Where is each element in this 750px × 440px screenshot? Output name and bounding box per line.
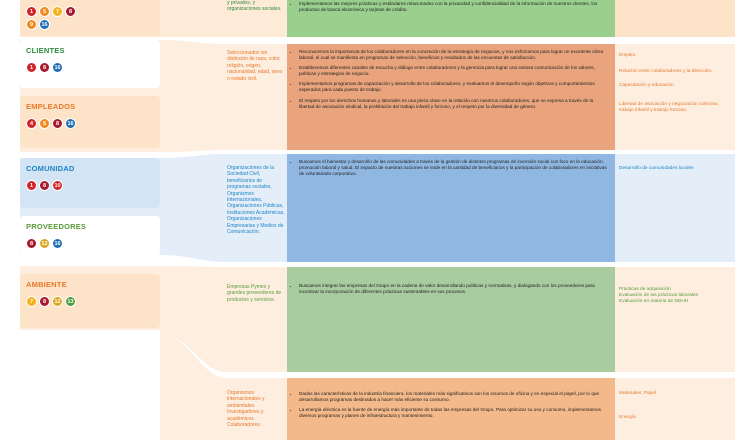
- goal-circle: 5: [39, 6, 50, 17]
- goal-circle: 8: [52, 118, 63, 129]
- goal-circle: 16: [39, 19, 50, 30]
- people-side-item: Capacitación y educación: [619, 83, 674, 89]
- supplier-main-item: • Buscamos integrar las empresas del Grupo en la cadena de valor desarrollando políticas y normativas, y dialogando con los proveedores para incentivar la incorporación de diferentes prácticas sustentables en sus procesos.: [299, 283, 609, 295]
- stakeholder-clientes: [20, 40, 160, 88]
- goal-circle: 16: [52, 62, 63, 73]
- goal-circle: 8: [39, 180, 50, 191]
- stakeholder-top-partial: [20, 0, 160, 36]
- top-groups-text: y privados, y organizaciones sociales.: [227, 0, 282, 13]
- stakeholder-ambiente: [20, 274, 160, 328]
- env-main-block: [287, 378, 615, 440]
- stakeholder-empleados: [20, 96, 160, 148]
- goal-circle: 8: [39, 62, 50, 73]
- goal-circle: 8: [26, 238, 37, 249]
- people-side-item: Empleo: [619, 53, 636, 58]
- env-groups-text: Organismos internacionales y ambientales. Investigadores y académicos. Colaboradores.: [227, 390, 265, 429]
- people-main-block: [287, 44, 615, 150]
- goal-circle: 13: [65, 296, 76, 307]
- top-main-text: [287, 0, 615, 37]
- goal-circle: 4: [26, 118, 37, 129]
- goal-circle: 1: [26, 6, 37, 17]
- supplier-side-item: Evaluación en materia de DDHH: [619, 299, 689, 305]
- people-side-item: Relación entre colaboradores y la dirección.: [619, 69, 713, 75]
- supplier-groups-text: Empresas Pymes y grandes proveedores de productos y servicios.: [227, 284, 282, 303]
- env-side-block: [615, 386, 733, 436]
- proveedores-title: PROVEEDORES: [26, 222, 87, 231]
- goal-circle: 10: [52, 180, 63, 191]
- goal-circle: 16: [65, 118, 76, 129]
- goal-circle: 8: [39, 296, 50, 307]
- top-main-item: • Implementamos las mejores prácticas y estándares relacionados con la privacidad y confidencialidad de la información de nuestros clientes, los productos de banca electrónica y tarjetas de crédito.: [299, 1, 609, 13]
- supplier-side-block: [615, 282, 733, 342]
- people-side-block: [615, 48, 733, 148]
- goal-circle: 1: [26, 180, 37, 191]
- env-side-item: Energía: [619, 415, 636, 421]
- clientes-circles: [26, 62, 154, 73]
- goal-circle: 7: [52, 6, 63, 17]
- community-side-item: Desarrollo de comunidades locales: [619, 166, 694, 171]
- goal-circle: 1: [26, 62, 37, 73]
- stakeholder-comunidad: [20, 158, 160, 208]
- community-main-item: • Buscamos el bienestar y desarrollo de las comunidades a través de la gestión de distintos programas de inversión social con foco en la educación, promoción laboral y salud. El impacto de nuestras acciones se mide en la cantidad de beneficiarios y la participación de colaboradores en iniciativas de voluntariado corporativo.: [299, 159, 609, 177]
- supplier-main-block: [287, 267, 615, 372]
- env-side-item: Materiales: Papel: [619, 391, 657, 396]
- comunidad-title: COMUNIDAD: [26, 164, 75, 173]
- people-groups-text: Seleccionados sin distinción de raza, color, religión, origen, nacionalidad, edad, sexo o estado civil.: [227, 50, 283, 82]
- proveedores-circles: [26, 238, 154, 249]
- goal-circle: 8: [65, 6, 76, 17]
- top-circles: [26, 6, 154, 17]
- goal-circle: 12: [52, 296, 63, 307]
- goal-circle: 5: [39, 118, 50, 129]
- people-main-item: • Implementamos programas de capacitación y desarrollo de los colaboradores, y evaluamos el desempeño según objetivos y comportamientos esperados para cada puesto de trabajo.: [299, 81, 609, 93]
- clientes-title: CLIENTES: [26, 46, 65, 55]
- goal-circle: 16: [52, 238, 63, 249]
- community-main-block: [287, 154, 615, 262]
- goal-circle: 7: [26, 296, 37, 307]
- stakeholder-proveedores: [20, 216, 160, 256]
- env-main-item: • Dadas las características de la industria financiera, los materiales más significativos son los insumos de oficina y en especial el papel, por lo que desarrollamos programas destinados a hacer más eficiente su consumo.: [299, 391, 609, 403]
- supplier-side-item: Evaluación de las prácticas laborales: [619, 293, 698, 299]
- people-main-item: • Establecemos diferentes canales de escucha y diálogo entre colaboradores y la gerencia para lograr una exitosa comunicación de los valores, políticas y estrategias de negocio.: [299, 65, 609, 77]
- people-main-item: • El respeto por los derechos humanos y laborales es una pieza clave en la relación con nuestros colaboradores, que se expresa a través de la libertad de asociación sindical, la prohibición del trabajo infantil y forzoso, y el respeto por la diversidad de género.: [299, 98, 609, 110]
- goal-circle: 9: [26, 19, 37, 30]
- community-side-block: [615, 161, 733, 251]
- supplier-side-item: Prácticas de adquisición: [619, 287, 671, 292]
- ambiente-title: AMBIENTE: [26, 280, 67, 289]
- empleados-title: EMPLEADOS: [26, 102, 76, 111]
- ambiente-circles: [26, 296, 154, 307]
- empleados-circles: [26, 118, 154, 129]
- goal-circle: 12: [39, 238, 50, 249]
- top-circles-row2: [26, 19, 154, 30]
- people-main-item: • Reconocemos la importancia de los colaboradores en la concreción de la estrategia de negocios, y nos esforzamos para lograr un excelente clima laboral, el cual se manifiesta en programas de selección, beneficios y resultados de las encuestas de satisfacción.: [299, 49, 609, 61]
- env-main-item: • La energía eléctrica es la fuente de energía más importante de todas las empresas del Grupo. Para optimizar su uso y consumo, implementamos diversos programas y planes de infraestructura y mantenimiento.: [299, 407, 609, 419]
- community-groups-text: Organizaciones de la Sociedad Civil, beneficiarios de programas sociales, Organismos Internacionales, Organizaciones Públicas, Instituciones Académicas, Organizaciones Empresarias y Medios de Comunicación.: [227, 165, 285, 236]
- people-side-item: Libertad de asociación y negociación colectiva, trabajo infantil y trabajo forzoso.: [619, 101, 719, 113]
- comunidad-circles: [26, 180, 154, 191]
